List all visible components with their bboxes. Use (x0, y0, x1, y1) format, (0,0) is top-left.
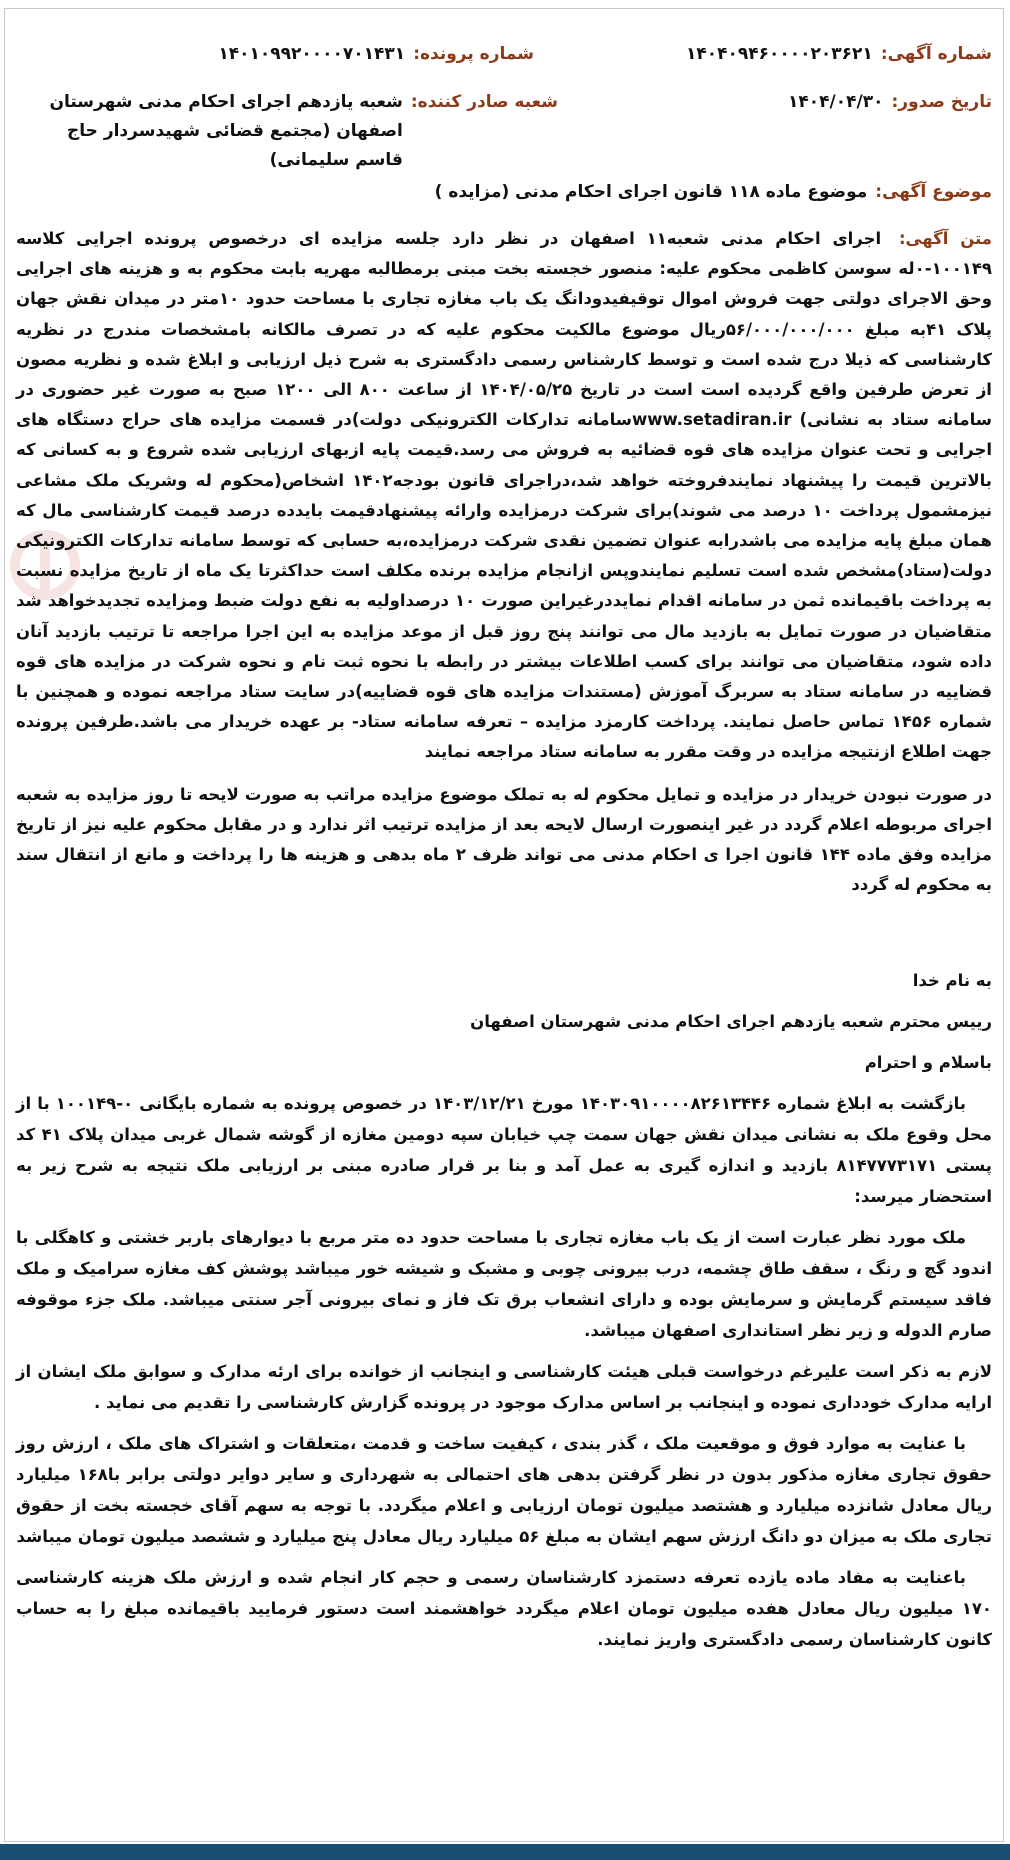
issuer-label: شعبه صادر کننده: (410, 92, 558, 112)
letter-greeting: باسلام و احترام (864, 1053, 992, 1072)
case-number-value: ۱۴۰۱۰۹۹۲۰۰۰۰۷۰۱۴۳۱ (218, 44, 406, 64)
letter-paragraph-3: لازم به ذکر است علیرغم درخواست قبلی هیئت کارشناسی و اینجانب از خوانده برای ارئه مدارک و سوابق ملک ایشان از ارایه مدارک خودداری نموده و اینجانب بر اساس مدارک موجود در پرونده گزارش کارشناسی را تقدیم می نماید . (16, 1362, 992, 1412)
notice-body (16, 224, 992, 912)
ad-number-label: شماره آگهی: (880, 44, 992, 64)
notice-paragraph-2: در صورت نبودن خریدار در مزایده و تمایل محکوم له به تملک موضوع مزایده مراتب به صورت لایحه تا روز مزایده به شعبه اجرای مربوطه اعلام گردد در غیر اینصورت ارسال لایحه بعد از مزایده ترتیب اثر ندارد و در مقابل محکوم علیه نیز از تاریخ مزایده وفق ماده ۱۴۴ قانون اجرا ی احکام مدنی می تواند ظرف ۲ ماه بدهی و هزینه ها را پرداخت و مانع از انتقال سند به محکوم له گردد (16, 784, 992, 895)
issuer-value: شعبه یازدهم اجرای احکام مدنی شهرستان اصفهان (مجتمع قضائی شهیدسردار حاج قاسم سلیمانی) (49, 92, 403, 170)
case-number-field (218, 40, 534, 69)
case-number-label: شماره پرونده: (413, 44, 534, 64)
notice-paragraph-1 (16, 224, 992, 768)
subject-row (16, 178, 992, 207)
letter-paragraph-1: بازگشت به ابلاغ شماره ۱۴۰۳۰۹۱۰۰۰۰۸۲۶۱۳۴۴۶ مورخ ۱۴۰۳/۱۲/۲۱ در خصوص پرونده به شماره بایگانی ۰-۱۰۰۱۴۹ با از محل وقوع ملک به نشانی میدان نقش جهان سمت چپ خیابان سپه دومین مغازه از گوشه شمال غربی میدان پلاک ۴۱ کد پستی ۸۱۴۷۷۷۳۱۷۱ بازدید و اندازه گیری به عمل آمد و بنا بر قرار صادره مبنی بر ارزیابی ملک نتیجه به شرح زیر به استحضار میرسد: (16, 1094, 992, 1206)
letter-opening: به نام خدا (912, 971, 992, 990)
letter-addressee: رییس محترم شعبه یازدهم اجرای احکام مدنی شهرستان اصفهان (470, 1012, 992, 1031)
expert-letter (16, 965, 992, 1665)
footer-bar (0, 1844, 1010, 1860)
notice-paragraph-1-text: اجرای احکام مدنی شعبه۱۱ اصفهان در نظر دارد جلسه مزایده ای درخصوص پرونده اجرایی کلاسه ۱۰۰۱۴۹-۰له سوسن کاظمی محکوم علیه: منصور خجسته بخت مبنی برمطالبه مهریه بابت محکوم به و هزینه های اجرایی وحق الاجرای دولتی جهت فروش اموال توقیفیدودانگ یک باب مغازه تجاری با مساحت حدود ۱۰متر در میدان نقش جهان پلاک ۴۱به مبلغ ۵۶/۰۰۰/۰۰۰/۰۰۰ریال موضوع مالکیت محکوم علیه که در تصرف مالکانه بامشخصات مندرج در نظریه کارشناسی که ذیلا درج شده است و توسط کارشناس رسمی دادگستری به شرح ذیل ارزیابی و ابلاغ شده و نظریه مصون از تعرض طرفین واقع گردیده است است در تاریخ ۱۴۰۴/۰۵/۲۵ از ساعت ۸۰۰ الی ۱۲۰۰ صبح به صورت غیر حضوری در سامانه ستاد به نشانی) www.setadiran.irسامانه تدارکات الکترونیکی دولت)در قسمت مزایده های حراج دستگاه های اجرایی و تحت عنوان مزایده های قوه قضائیه به فروش می رسد.قیمت پایه ازبهای ارزیابی شده شروع و به کسانی که بالاترین قیمت را پیشنهاد نمایندفروخته خواهد شد،دراجرای قانون بودجه۱۴۰۲ اشخاص(محکوم له وشریک ملک مشاعی نیزمشمول پرداخت ۱۰ درصد می شوند)برای شرکت درمزایده وارائه پیشنهادقیمت بایدده درصد قیمت کارشناسی مال که همان مبلغ پایه مزایده می باشدرابه عنوان تضمین نقدی شرکت درمزایده،به حسابی که توسط سامانه تدارکات الکترونیکی دولت(ستاد)مشخص شده است تسلیم نمایندوپس ازانجام مزایده برنده مکلف است حداکثرتا یک ماه از تاریخ مزایده نسبت به پرداخت باقیمانده ثمن در سامانه اقدام نمایددرغیراین صورت ۱۰ درصداولیه به نفع دولت ضبط ومزایده تجدیدخواهد شد متقاضیان در صورت تمایل به بازدید مال می توانند پنج روز قبل از موعد مزایده به این اجرا مراجعه تا ترتیب بازدید آنان داده شود، متقاضیان می توانند برای کسب اطلاعات بیشتر در رابطه با نحوه ثبت نام و نحوه شرکت در مزایده های قوه قضاییه در سامانه ستاد به سربرگ آموزش (مستندات مزایده های قوه قضاییه)در سایت ستاد مراجعه نموده و همچنین با شماره ۱۴۵۶ تماس حاصل نمایند. پرداخت کارمزد مزایده – تعرفه سامانه ستاد- بر عهده خریدار می باشد.طرفین پرونده جهت اطلاع ازنتیجه مزایده در وقت مقرر به سامانه ستاد مراجعه نمایند (16, 229, 993, 762)
notice-text-label: متن آگهی: (898, 229, 993, 248)
issuer-field (18, 88, 558, 175)
subject-value: موضوع ماده ۱۱۸ قانون اجرای احکام مدنی (مزایده ) (434, 182, 868, 202)
issue-date-field (788, 88, 992, 117)
letter-paragraph-4: با عنایت به موارد فوق و موقعیت ملک ، گذر بندی ، کیفیت ساخت و قدمت ،متعلقات و اشتراک های ملک ، ارزش روز حقوق تجاری مغازه مذکور بدون در نظر گرفتن بدهی های احتمالی به شهرداری و سایر دوایر دولتی برابر با۱۶۸ میلیارد ریال معادل شانزده میلیارد و هشتصد میلیون تومان ارزیابی و اعلام میگردد. با توجه به سهم آقای خجسته بخت از حقوق تجاری ملک به میزان دو دانگ ارزش سهم ایشان به مبلغ ۵۶ میلیارد ریال معادل پنج میلیارد و ششصد میلیون تومان میباشد (16, 1434, 993, 1546)
ad-number-value: ۱۴۰۴۰۹۴۶۰۰۰۰۲۰۳۶۲۱ (686, 44, 873, 64)
ad-number-field (686, 40, 992, 69)
letter-paragraph-2: ملک مورد نظر عبارت است از یک باب مغازه تجاری با مساحت حدود ده متر مربع با دیوارهای باربر خشتی و کاهگلی با اندود گچ و رنگ ، سقف طاق چشمه، درب بیرونی چوبی و مشبک و شیشه خور میباشد پوشش کف مغازه سرامیک و ملک فاقد سیستم گرمایش و سرمایش بوده و دارای انشعاب برق تک فاز و نمای بیرونی آجر سنتی میباشد. ملک جزء موقوفه صارم الدوله و زیر نظر استانداری اصفهان میباشد. (16, 1228, 992, 1340)
subject-label: موضوع آگهی: (875, 182, 992, 202)
issue-date-value: ۱۴۰۴/۰۴/۳۰ (788, 92, 884, 112)
letter-paragraph-5: باعنایت به مفاد ماده یازده تعرفه دستمزد کارشناسان رسمی و حجم کار انجام شده و ارزش ملک هزینه کارشناسی ۱۷۰ میلیون ریال معادل هفده میلیون تومان اعلام میگردد خواهشمند است دستور فرمایید باقیمانده مبلغ را به حساب کانون کارشناسان رسمی دادگستری واریز نمایند. (16, 1568, 992, 1649)
issue-date-label: تاریخ صدور: (891, 92, 992, 112)
